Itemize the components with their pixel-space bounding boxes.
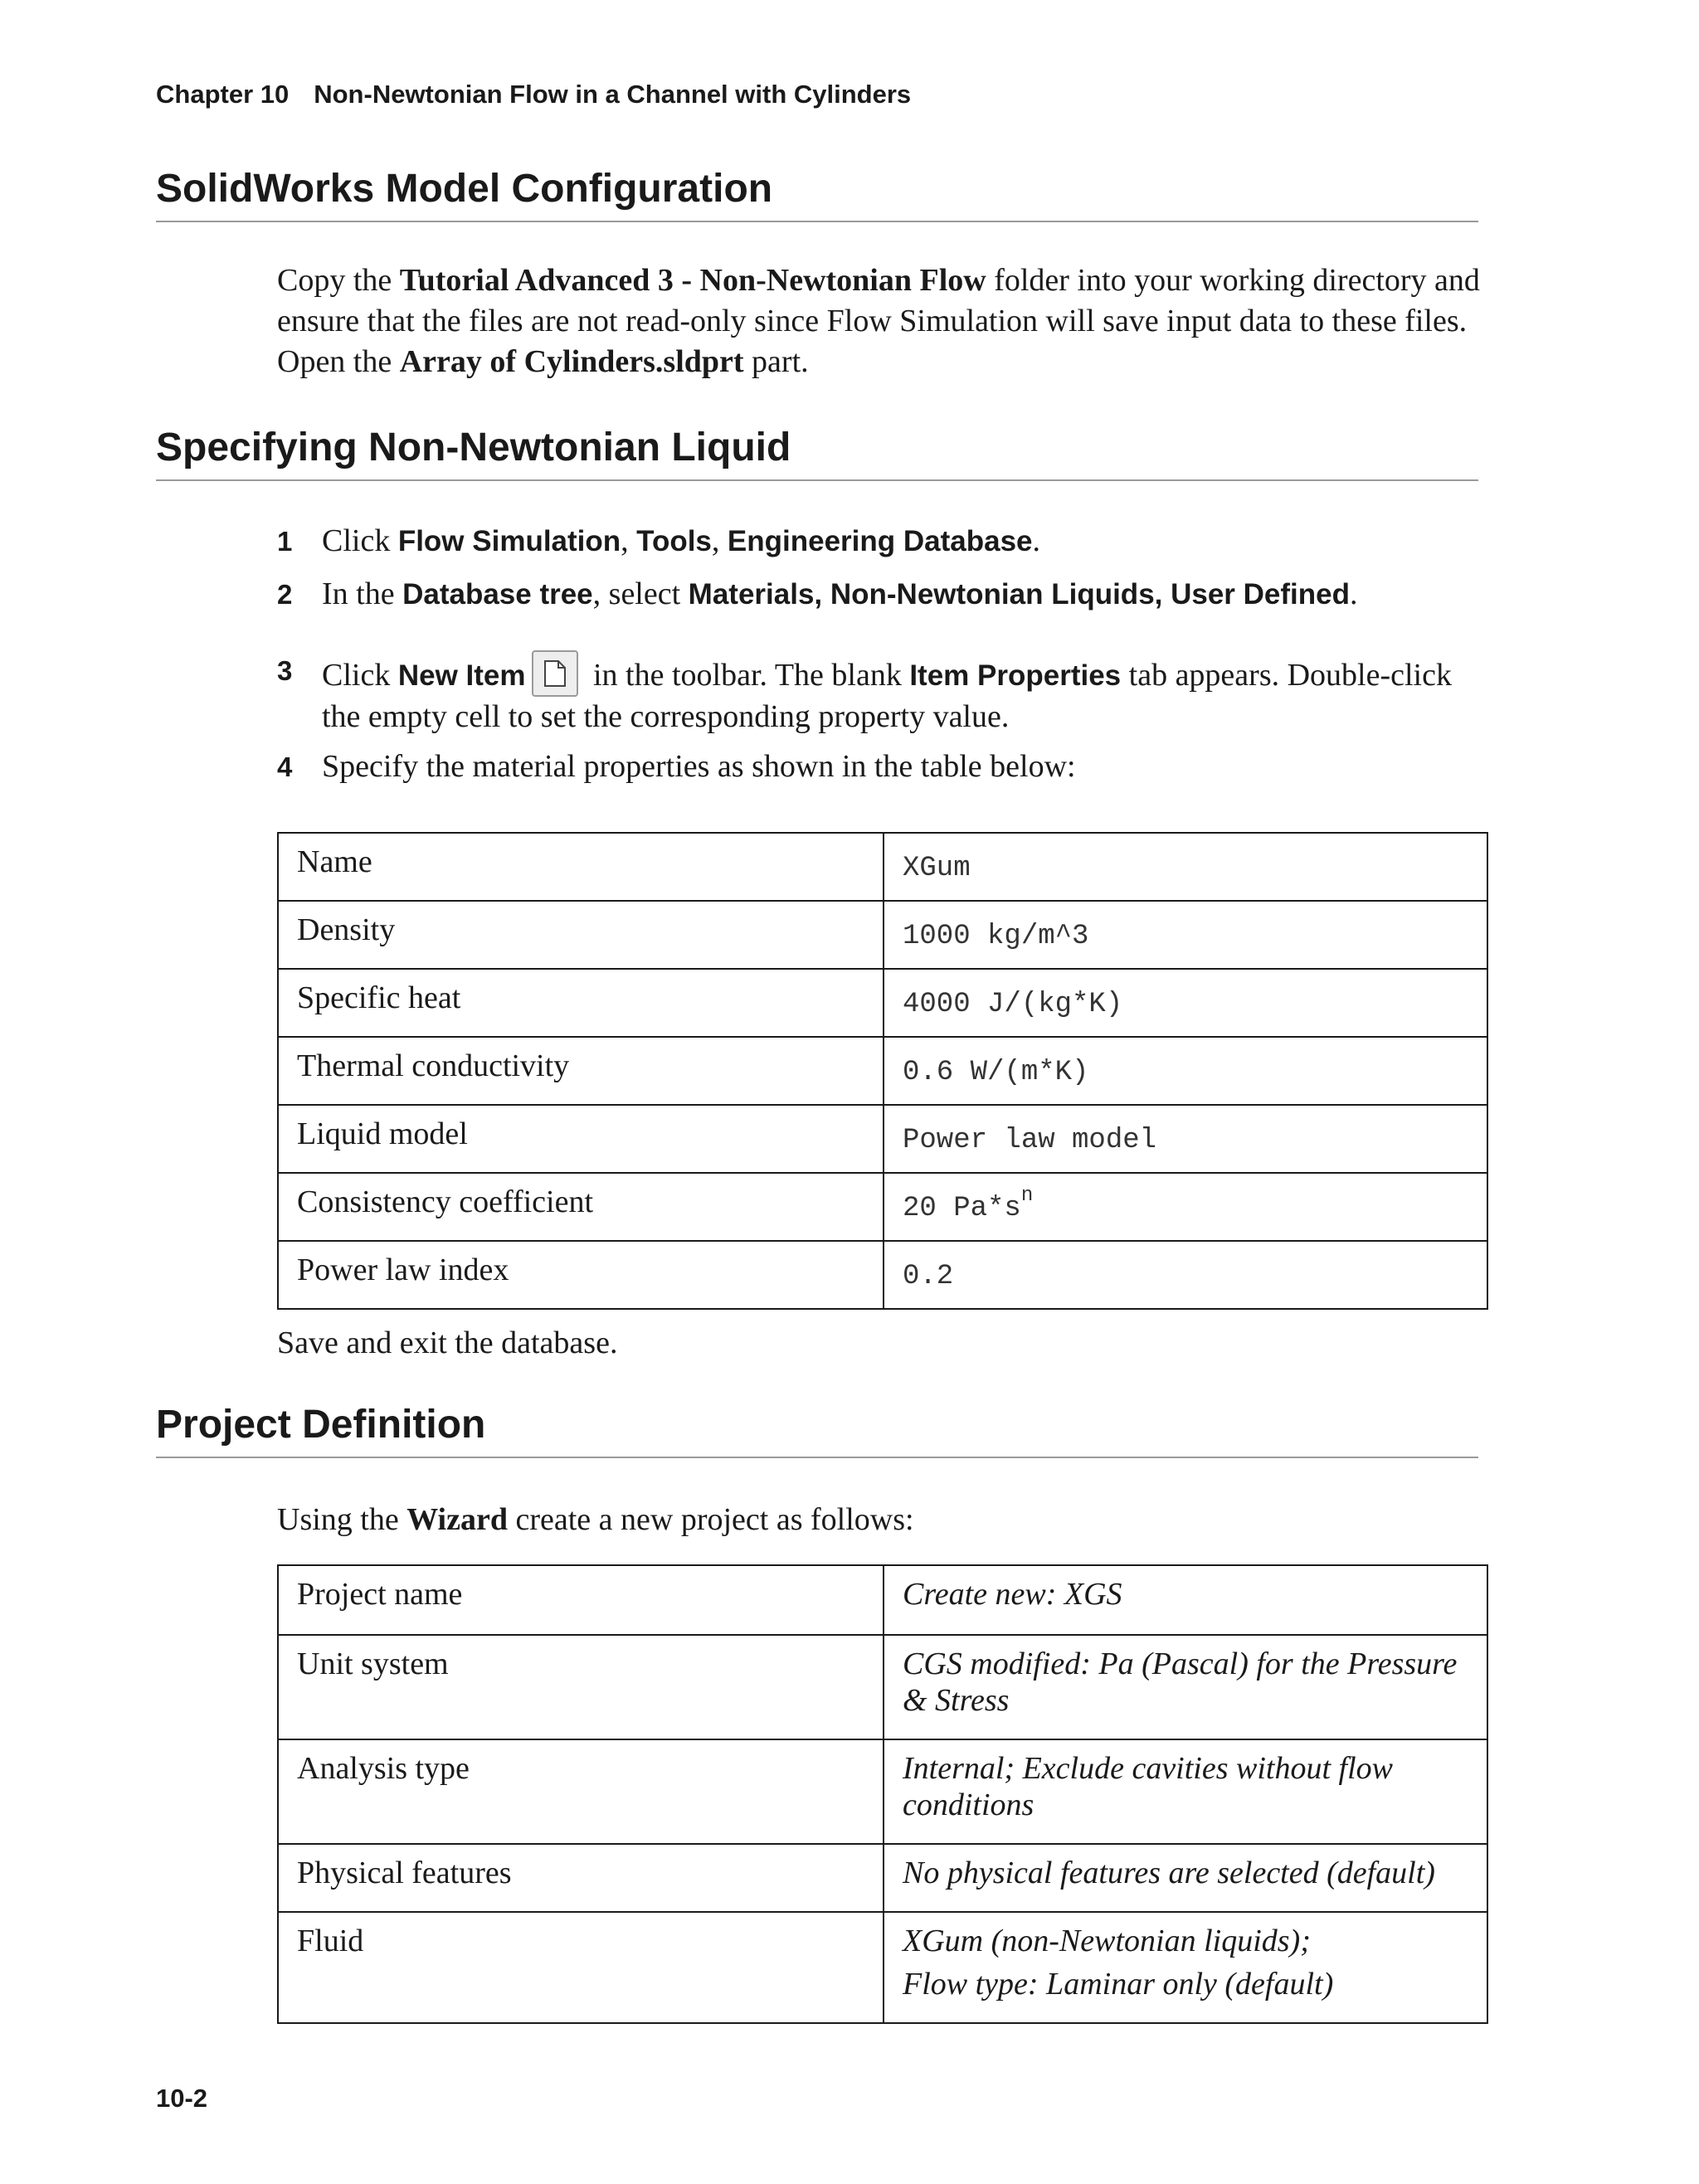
text-run: Specify the material properties as shown in the table below: — [322, 749, 1076, 784]
text-run: part. — [743, 344, 809, 379]
value-cell: Create new: XGS — [884, 1565, 1487, 1635]
value-cell — [884, 1173, 1487, 1241]
value-cell: 1000 kg/m^3 — [884, 901, 1487, 969]
table-row — [278, 1739, 1487, 1844]
exponent: n — [1020, 1184, 1034, 1207]
table-row — [278, 1241, 1487, 1309]
database-tree-label: Database tree — [402, 578, 593, 610]
wizard-label: Wizard — [406, 1502, 508, 1537]
menu-engineering-database: Engineering Database — [727, 525, 1033, 557]
property-cell: Liquid model — [278, 1105, 884, 1173]
property-cell: Physical features — [278, 1844, 884, 1912]
menu-tools: Tools — [636, 525, 712, 557]
table-row — [278, 901, 1487, 969]
value-cell: No physical features are selected (default) — [884, 1844, 1487, 1912]
step-2 — [277, 574, 1488, 615]
text-run: Click — [322, 658, 398, 693]
table-row — [278, 1844, 1487, 1912]
value-cell: XGum — [884, 833, 1487, 901]
value-cell: CGS modified: Pa (Pascal) for the Pressure & Stress — [884, 1635, 1487, 1739]
table-row — [278, 1912, 1487, 2023]
new-item-icon — [532, 650, 578, 697]
section-title-project-definition: Project Definition — [156, 1402, 1478, 1458]
property-cell: Specific heat — [278, 969, 884, 1037]
property-cell: Density — [278, 901, 884, 969]
new-item-label: New Item — [397, 659, 526, 692]
consistency-value: 20 Pa*s — [903, 1193, 1021, 1224]
item-properties-label: Item Properties — [909, 659, 1122, 692]
save-instruction: Save and exit the database. — [277, 1325, 618, 1360]
folder-name: Tutorial Advanced 3 - Non-Newtonian Flow — [399, 263, 986, 298]
text-run: , select — [592, 576, 689, 611]
step-number: 2 — [277, 579, 293, 610]
text-run: Copy the — [277, 263, 400, 298]
value-cell: 4000 J/(kg*K) — [884, 969, 1487, 1037]
text-run: in the toolbar. The blank — [585, 658, 910, 693]
text-run: tab appears. Double-click the empty cell to set the corresponding property value. — [322, 658, 1452, 734]
wizard-paragraph — [277, 1500, 1488, 1540]
section-title-model-configuration: SolidWorks Model Configuration — [156, 166, 1478, 222]
text-run: . — [1350, 576, 1358, 611]
chapter-label: Chapter 10 — [156, 80, 290, 109]
property-cell: Unit system — [278, 1635, 884, 1739]
property-cell: Power law index — [278, 1241, 884, 1309]
table-row — [278, 1105, 1487, 1173]
property-cell: Consistency coefficient — [278, 1173, 884, 1241]
chapter-title: Non-Newtonian Flow in a Channel with Cylinders — [314, 80, 912, 109]
step-1 — [277, 521, 1488, 562]
table-row — [278, 1173, 1487, 1241]
project-definition-table — [277, 1564, 1488, 2024]
tree-path-label: Materials, Non-Newtonian Liquids, User Defined — [688, 578, 1350, 610]
text-run: , — [621, 523, 637, 558]
text-run: Using the — [277, 1502, 407, 1537]
part-file-name: Array of Cylinders.sldprt — [399, 344, 744, 379]
step-3 — [277, 650, 1488, 737]
text-run: , — [711, 523, 728, 558]
flow-type-value: Flow type: Laminar only (default) — [903, 1967, 1334, 2002]
step-4 — [277, 747, 1488, 787]
property-cell: Name — [278, 833, 884, 901]
table-row — [278, 833, 1487, 901]
table-row — [278, 1037, 1487, 1105]
step-number: 4 — [277, 752, 293, 782]
value-cell: 0.2 — [884, 1241, 1487, 1309]
text-run: create a new project as follows: — [507, 1502, 914, 1537]
value-cell: 0.6 W/(m*K) — [884, 1037, 1487, 1105]
value-cell: Internal; Exclude cavities without flow conditions — [884, 1739, 1487, 1844]
page-number: 10-2 — [156, 2084, 208, 2113]
fluid-value: XGum (non-Newtonian liquids); — [903, 1924, 1311, 1958]
table-row — [278, 969, 1487, 1037]
step-number: 1 — [277, 526, 293, 557]
section-title-non-newtonian-liquid: Specifying Non-Newtonian Liquid — [156, 425, 1478, 481]
model-configuration-paragraph — [277, 260, 1488, 382]
material-properties-table — [277, 832, 1488, 1310]
property-cell: Fluid — [278, 1912, 884, 2023]
property-cell: Thermal conductivity — [278, 1037, 884, 1105]
text-run: In the — [322, 576, 403, 611]
value-cell: Power law model — [884, 1105, 1487, 1173]
property-cell: Analysis type — [278, 1739, 884, 1844]
property-cell: Project name — [278, 1565, 884, 1635]
text-run: folder into your working directory and ensure that the files are not read-only since Flow Simulation will save input data to these files. Open the — [277, 263, 1480, 379]
text-run: . — [1032, 523, 1040, 558]
table-row — [278, 1635, 1487, 1739]
running-head — [156, 80, 911, 109]
table-row — [278, 1565, 1487, 1635]
text-run: Click — [322, 523, 398, 558]
step-number: 3 — [277, 655, 293, 686]
value-cell — [884, 1912, 1487, 2023]
menu-flow-simulation: Flow Simulation — [397, 525, 621, 557]
